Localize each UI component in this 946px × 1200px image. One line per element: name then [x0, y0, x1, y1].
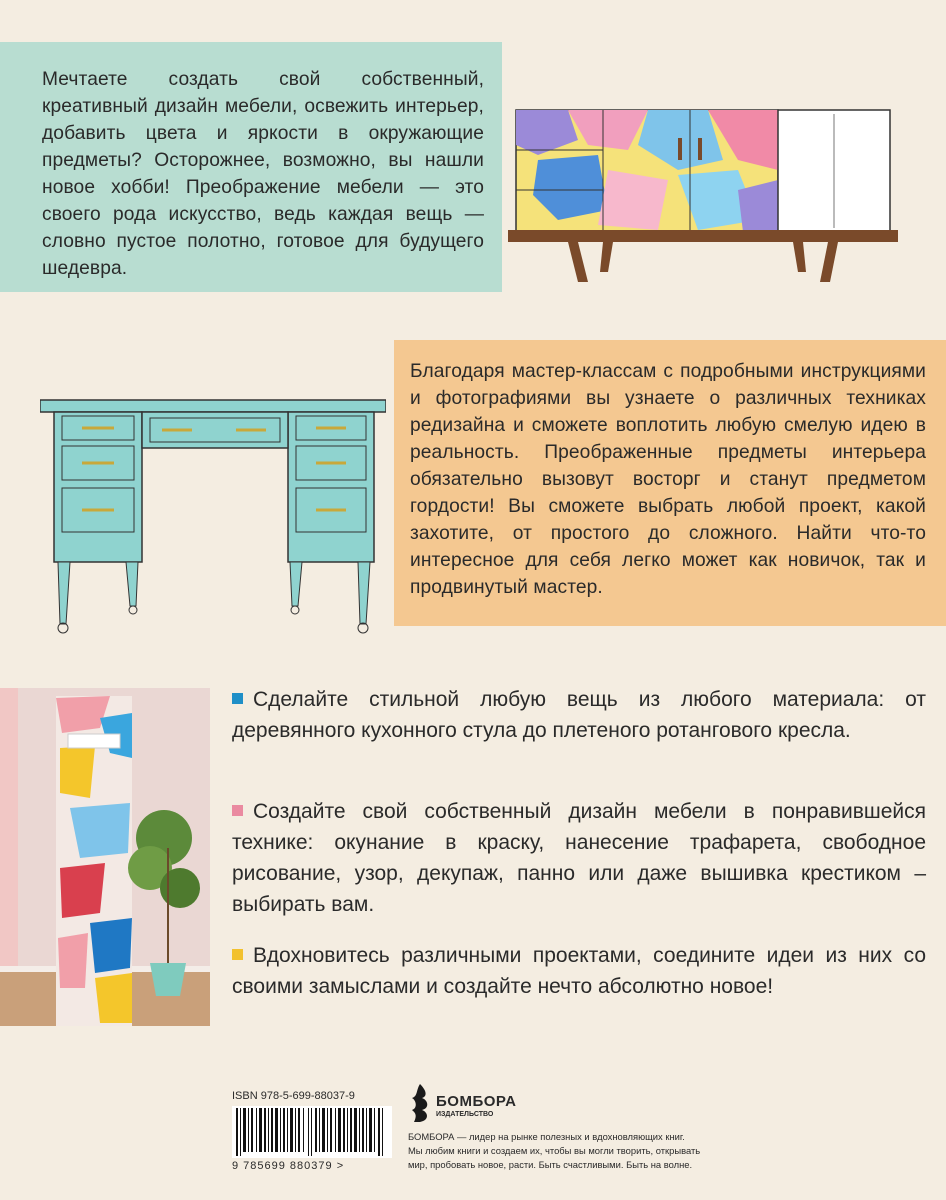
bullet-text-1: Сделайте стильной любую вещь из любого материала: от деревянного кухонного стула до плетеного ротангового кресла. [232, 688, 926, 742]
bullet-text-3: Вдохновитесь различными проектами, соедините идеи из них со своими замыслами и создайте нечто абсолютно новое! [232, 944, 926, 998]
bullet-item-2 [232, 796, 926, 920]
yellow-square-icon [232, 949, 243, 960]
tagline-line-1: БОМБОРА — лидер на рынке полезных и вдохновляющих книг. [408, 1131, 685, 1142]
barcode [232, 1106, 392, 1158]
techniques-panel [394, 340, 946, 626]
publisher-sub: ИЗДАТЕЛЬСТВО [436, 1111, 494, 1118]
bullet-item-1 [232, 684, 926, 746]
tagline-line-3: мир, пробовать новое, расти. Быть счастливыми. Быть на волне. [408, 1159, 693, 1170]
tagline-line-2: Мы любим книги и создаем их, чтобы вы могли творить, открывать [408, 1145, 701, 1156]
intro-text: Мечтаете создать свой собственный, креативный дизайн мебели, освежить интерьер, добавить цвета и яркости в окружающие предметы? Осторожнее, возможно, вы нашли новое хобби! Преображение мебели — это своего рода искусство, ведь каждая вещь — словно пустое полотно, готовое для будущего шедевра. [42, 69, 484, 279]
isbn-label: ISBN 978-5-699-88037-9 [232, 1090, 355, 1102]
techniques-text: Благодаря мастер-классам с подробными инструкциями и фотографиями вы узнаете о различных техниках редизайна и сможете воплотить любую смелую идею в реальность. Преображенные предметы интерьера обязательно вызовут восторг и станут предметом гордости! Вы сможете выбрать любой проект, какой захотите, от простого до сложного. Найти что-то интересное для себя легко может как новичок, так и продвинутый мастер. [410, 361, 926, 598]
bombora-logo-icon [408, 1084, 432, 1122]
blue-square-icon [232, 693, 243, 704]
barcode-digits: 9 785699 880379 > [232, 1160, 345, 1172]
sideboard-illustration [508, 100, 898, 290]
bullet-text-2: Создайте свой собственный дизайн мебели в понравившейся технике: окунание в краску, нанесение трафарета, свободное рисование, узор, декупаж, панно или даже вышивка крестиком – выбирать вам. [232, 800, 926, 916]
intro-panel [0, 42, 502, 292]
bullet-item-3 [232, 940, 926, 1002]
pink-square-icon [232, 805, 243, 816]
publisher-name: БОМБОРА [436, 1093, 517, 1110]
painted-clock-photo [0, 688, 210, 1026]
desk-illustration [40, 396, 386, 636]
